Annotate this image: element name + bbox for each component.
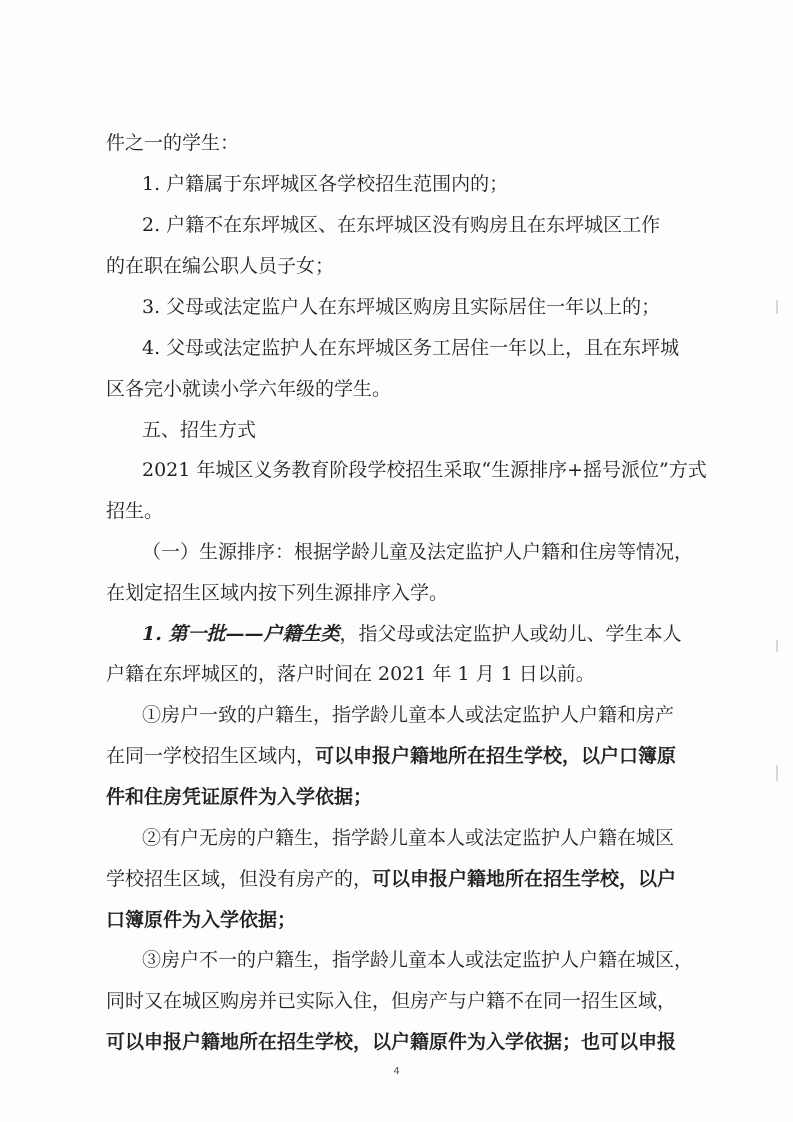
text-line <box>0 741 793 771</box>
text-segment: 在同一学校招生区域内， <box>106 745 316 767</box>
text-line <box>0 537 793 567</box>
text-segment: ③房户不一的户籍生，指学龄儿童本人或法定监护人户籍在城区， <box>142 949 694 971</box>
text-line <box>0 251 793 281</box>
text-segment: 的在职在编公职人员子女； <box>106 255 335 277</box>
text-line <box>0 1027 793 1057</box>
text-segment: ，指父母或法定监护人或幼儿、学生本人 <box>339 623 682 645</box>
text-segment: ①房户一致的户籍生，指学龄儿童本人或法定监护人户籍和房产 <box>142 704 675 726</box>
text-segment: （一）生源排序：根据学龄儿童及法定监护人户籍和住房等情况， <box>142 541 694 563</box>
text-line <box>0 782 793 812</box>
text-segment: 件之一的学生： <box>106 132 240 154</box>
bold-text-segment: 1. 第一批——户籍生类 <box>142 623 340 645</box>
text-line <box>0 945 793 975</box>
text-segment: 五、招生方式 <box>142 419 257 441</box>
text-line <box>0 374 793 404</box>
text-segment: 学校招生区域，但没有房产的， <box>106 868 373 890</box>
text-line <box>0 578 793 608</box>
text-segment: 招生。 <box>106 500 164 522</box>
text-line <box>0 823 793 853</box>
text-line <box>0 333 793 363</box>
text-segment: 2. 户籍不在东坪城区、在东坪城区没有购房且在东坪城区工作 <box>142 214 661 236</box>
text-segment: 4. 父母或法定监护人在东坪城区务工居住一年以上，且在东坪城 <box>142 337 680 359</box>
text-segment: 同时又在城区购房并已实际入住，但房产与户籍不在同一招生区域， <box>106 990 677 1012</box>
text-segment: 1. 户籍属于东坪城区各学校招生范围内的； <box>142 173 509 195</box>
section-heading <box>0 415 793 445</box>
bold-text-segment: 件和住房凭证原件为入学依据； <box>106 786 373 808</box>
text-segment: 户籍在东坪城区的，落户时间在 2021 年 1 月 1 日以前。 <box>106 663 595 685</box>
text-line <box>0 128 793 158</box>
text-segment: 在划定招生区域内按下列生源排序入学。 <box>106 582 449 604</box>
bold-text-segment: 可以申报户籍地所在招生学校，以户 <box>372 868 677 890</box>
text-line <box>0 169 793 199</box>
text-line <box>0 210 793 240</box>
text-line <box>0 496 793 526</box>
text-line <box>0 619 793 649</box>
text-segment: 3. 父母或法定监户人在东坪城区购房且实际居住一年以上的； <box>142 296 661 318</box>
bold-text-segment: 口簿原件为入学依据； <box>106 909 297 931</box>
bold-text-segment: 可以申报户籍地所在招生学校，以户籍原件为入学依据；也可以申报 <box>106 1031 677 1053</box>
text-segment: 区各完小就读小学六年级的学生。 <box>106 378 392 400</box>
bold-text-segment: 可以申报户籍地所在招生学校，以户口簿原 <box>315 745 677 767</box>
text-line <box>0 292 793 322</box>
page-number: 4 <box>393 1066 400 1077</box>
text-line <box>0 864 793 894</box>
text-line <box>0 700 793 730</box>
text-segment: 2021 年城区义务教育阶段学校招生采取“生源排序+摇号派位”方式 <box>142 459 707 481</box>
text-line <box>0 455 793 485</box>
text-line <box>0 986 793 1016</box>
text-line <box>0 905 793 935</box>
text-line <box>0 659 793 689</box>
text-segment: ②有户无房的户籍生，指学龄儿童本人或法定监护人户籍在城区 <box>142 827 675 849</box>
